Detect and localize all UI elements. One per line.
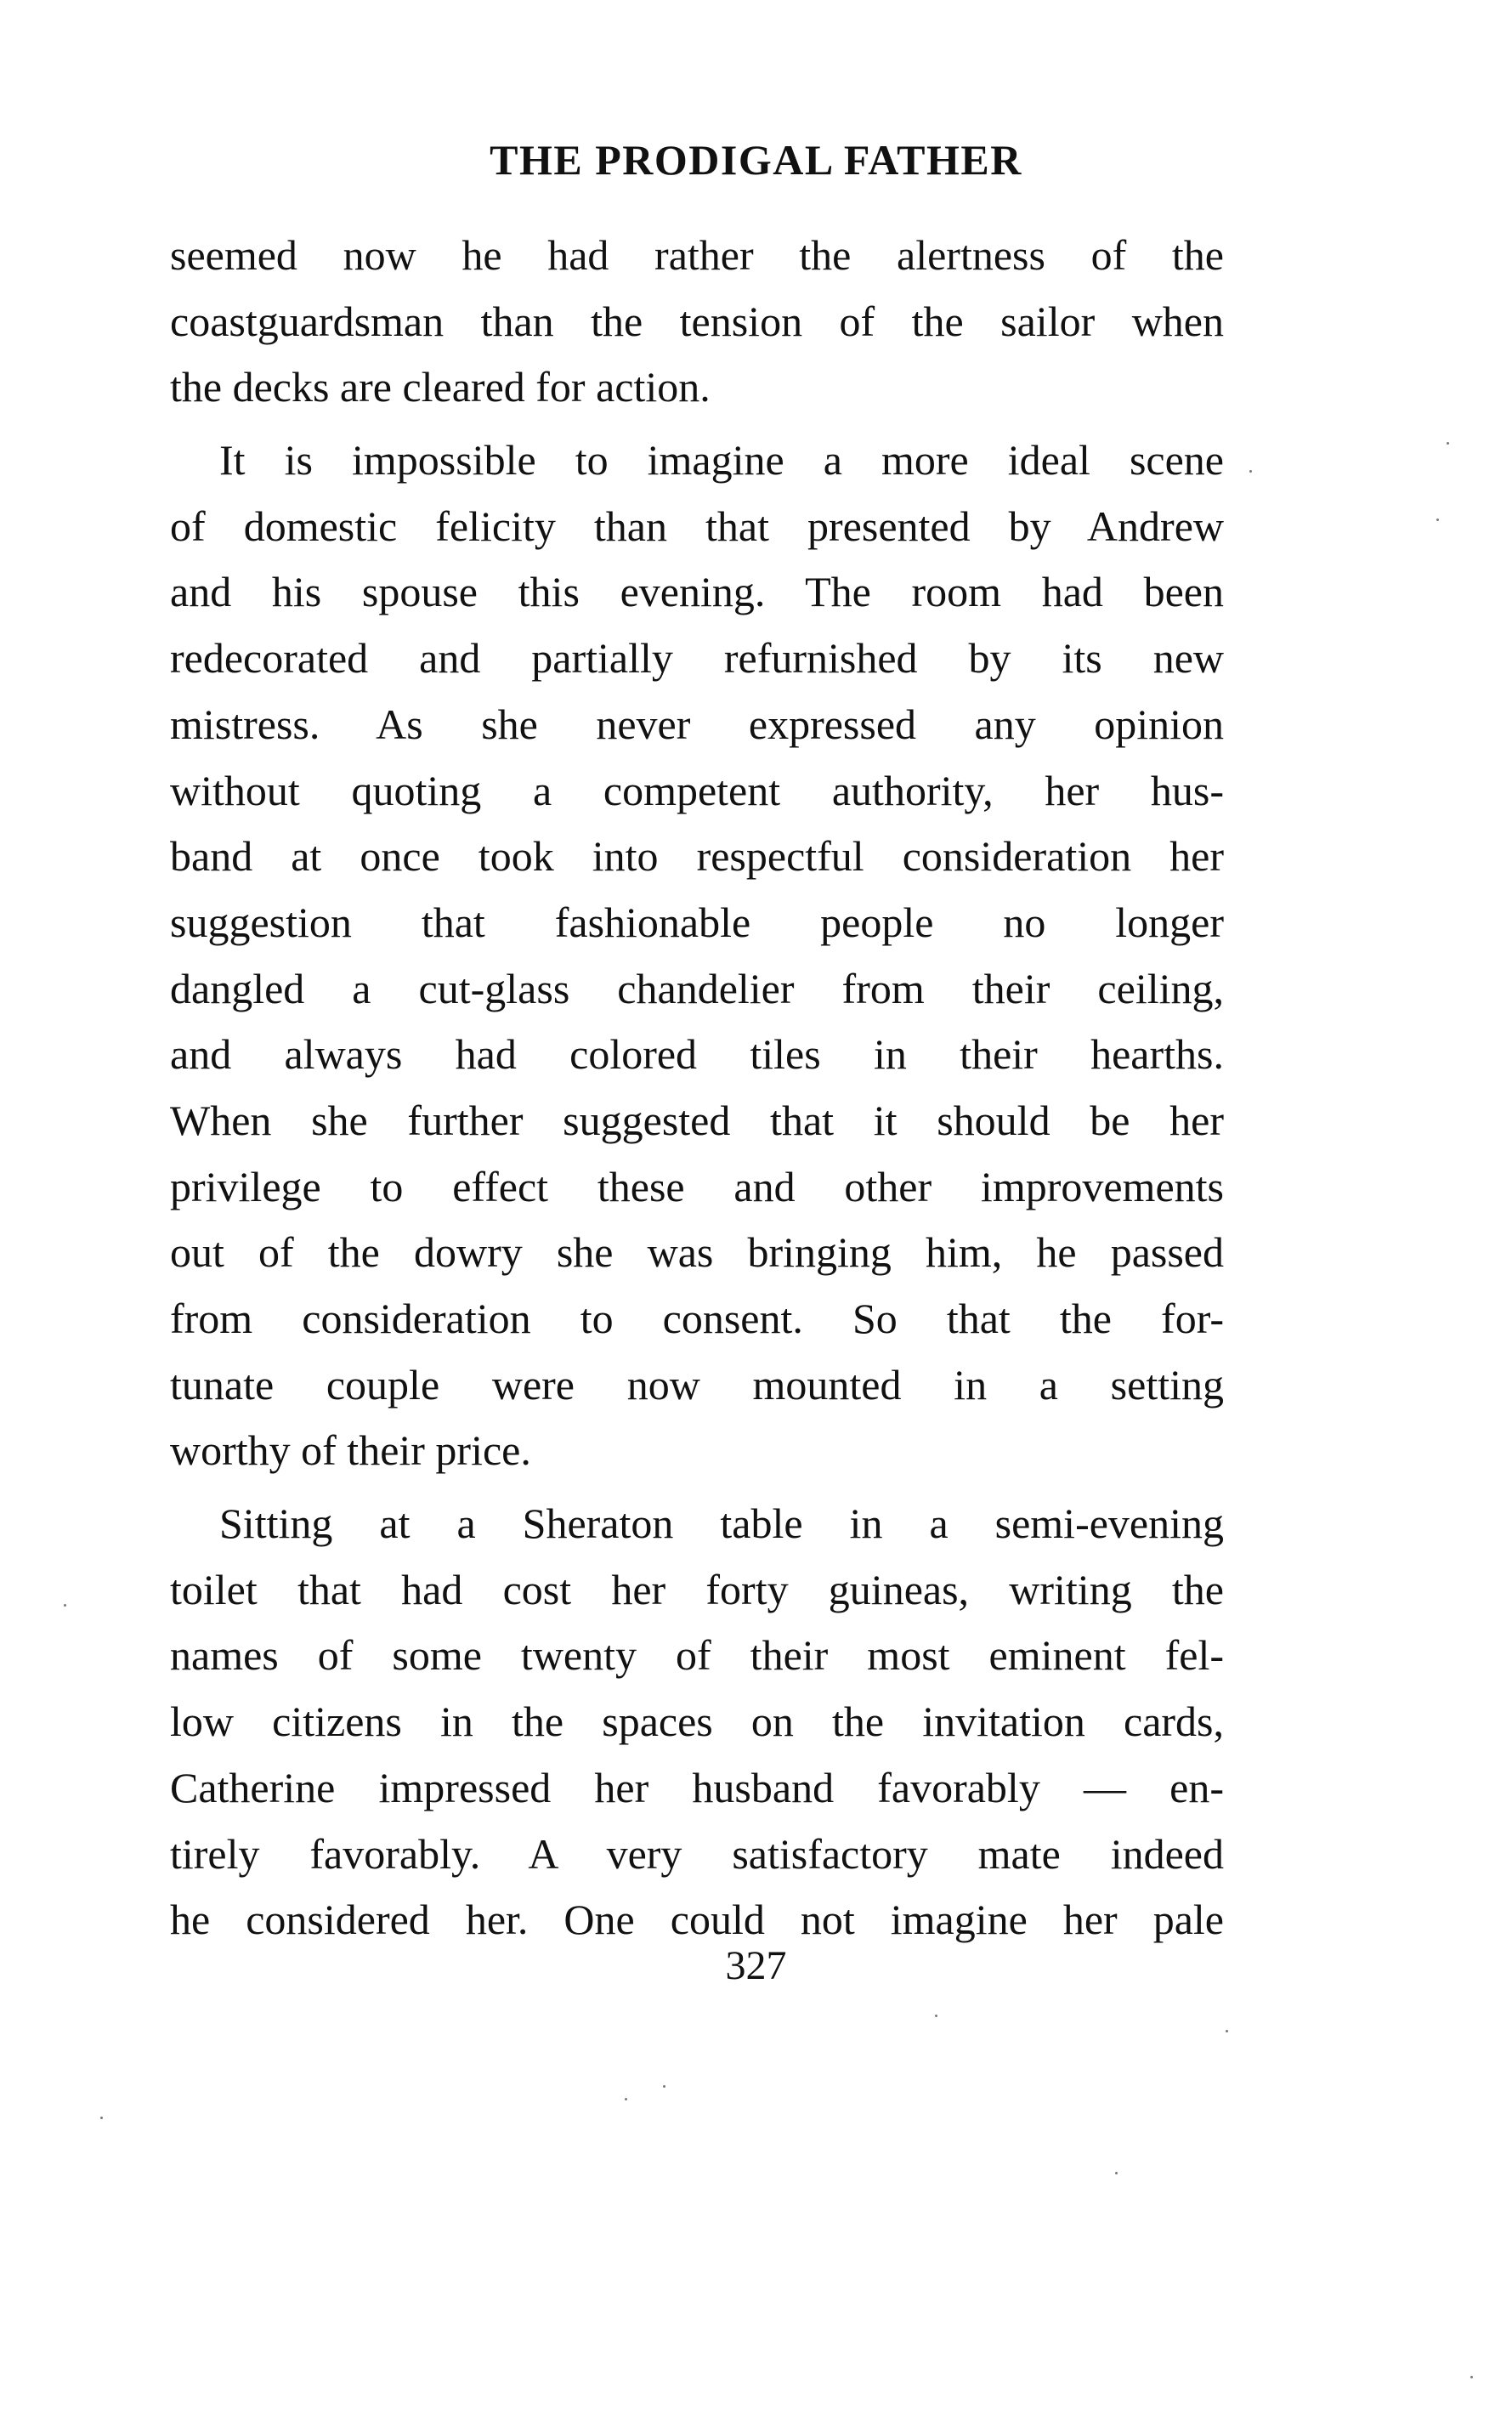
scan-speck	[935, 2015, 937, 2017]
running-title: THE PRODIGAL FATHER	[490, 136, 1022, 184]
scan-speck	[100, 2117, 103, 2119]
text-line: low citizens in the spaces on the invitation cards,	[170, 1698, 1224, 1746]
text-line: without quoting a competent authority, her hus-	[170, 766, 1224, 814]
scan-speck	[64, 1604, 66, 1607]
text-line: Catherine impressed her husband favorably — en-	[170, 1763, 1224, 1811]
text-line: out of the dowry she was bringing him, he passed	[170, 1228, 1224, 1277]
paragraph	[170, 1491, 1224, 1953]
page-number: 327	[725, 1943, 787, 1988]
text-line: and his spouse this evening. The room had been	[170, 568, 1224, 616]
text-line: suggestion that fashionable people no longer	[170, 898, 1224, 946]
text-line: redecorated and partially refurnished by its new	[170, 634, 1224, 683]
text-line: names of some twenty of their most eminent fel-	[170, 1631, 1224, 1680]
text-line: toilet that had cost her forty guineas, writing the	[170, 1565, 1224, 1613]
text-line: and always had colored tiles in their hearths.	[170, 1030, 1224, 1079]
paragraph	[170, 223, 1224, 421]
paragraph	[170, 428, 1224, 1484]
text-line: It is impossible to imagine a more ideal scene	[219, 436, 1224, 485]
text-line: coastguardsman than the tension of the sailor when	[170, 297, 1224, 345]
scan-speck	[1226, 2030, 1228, 2032]
scan-speck	[1115, 2172, 1118, 2174]
text-line: Sitting at a Sheraton table in a semi-evening	[219, 1499, 1224, 1548]
text-line: tunate couple were now mounted in a setting	[170, 1360, 1224, 1409]
text-line: the decks are cleared for action.	[170, 363, 711, 411]
text-line: tirely favorably. A very satisfactory mate indeed	[170, 1829, 1224, 1878]
text-line: worthy of their price.	[170, 1426, 531, 1475]
text-line: band at once took into respectful consideration her	[170, 832, 1224, 881]
scan-speck	[663, 2085, 665, 2088]
scan-speck	[1436, 519, 1439, 521]
body-text	[170, 223, 1224, 1953]
scan-speck	[1470, 2376, 1473, 2378]
text-line: from consideration to consent. So that the for-	[170, 1295, 1224, 1342]
text-line: of domestic felicity than that presented by Andrew	[170, 502, 1224, 550]
scan-speck	[1447, 442, 1449, 445]
text-line: When she further suggested that it should be her	[170, 1096, 1224, 1144]
scan-speck	[625, 2098, 627, 2100]
scan-speck	[1249, 470, 1252, 473]
text-line: dangled a cut-glass chandelier from their ceiling,	[170, 964, 1224, 1012]
text-line: he considered her. One could not imagine her pale	[170, 1896, 1224, 1944]
text-line: mistress. As she never expressed any opinion	[170, 700, 1224, 748]
text-line: seemed now he had rather the alertness of the	[170, 231, 1224, 279]
text-line: privilege to effect these and other improvements	[170, 1162, 1224, 1210]
